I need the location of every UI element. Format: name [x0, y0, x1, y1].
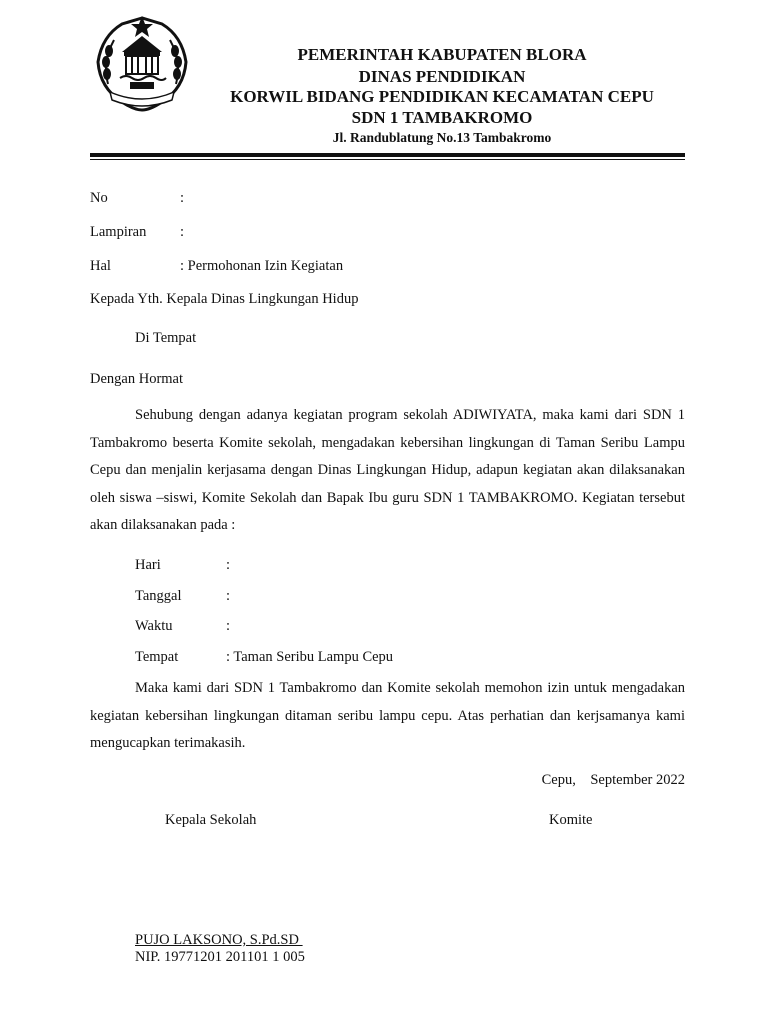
- hal-label: Hal: [90, 258, 111, 274]
- recipient-line: Kepada Yth. Kepala Dinas Lingkungan Hidup: [90, 291, 359, 307]
- waktu-label: Waktu: [135, 618, 173, 634]
- regency-emblem-logo: [92, 14, 192, 112]
- body-paragraph-closing: Maka kami dari SDN 1 Tambakromo dan Komite sekolah memohon izin untuk mengadakan kegiatan kebersihan lingkungan ditaman seribu lampu cepu. Atas perhatian dan kerjsamanya kami mengucapkan terimakasih.: [90, 680, 685, 751]
- signature-title-committee: Komite: [549, 812, 593, 828]
- letterhead-divider-thin: [90, 159, 685, 160]
- tanggal-label: Tanggal: [135, 588, 182, 604]
- lampiran-label: Lampiran: [90, 224, 147, 240]
- tanggal-value: :: [226, 588, 231, 604]
- waktu-value: :: [226, 618, 231, 634]
- hari-label: Hari: [135, 557, 161, 573]
- letterhead-line-government: PEMERINTAH KABUPATEN BLORA: [297, 45, 587, 64]
- hari-value: :: [226, 557, 231, 573]
- date-line: Cepu, September 2022: [541, 772, 685, 788]
- letterhead-line-school: SDN 1 TAMBAKROMO: [351, 108, 533, 127]
- lampiran-value: :: [180, 224, 185, 240]
- no-label: No: [90, 190, 108, 206]
- signature-title-principal: Kepala Sekolah: [165, 812, 257, 828]
- letterhead-line-department: DINAS PENDIDIKAN: [358, 67, 526, 86]
- body-paragraph-intro: Sehubung dengan adanya kegiatan program sekolah ADIWIYATA, maka kami dari SDN 1 Tambakromo beserta Komite sekolah, mengadakan kebersihan lingkungan di Taman Seribu Lampu Cepu dan menjalin kerjasama dengan Dinas Lingkungan Hidup, adapun kegiatan akan dilaksanakan oleh siswa –siswi, Komite Sekolah dan Bapak Ibu guru SDN 1 TAMBAKROMO. Kegiatan tersebut akan dilaksanakan pada :: [90, 407, 685, 533]
- tempat-label: Tempat: [135, 649, 179, 665]
- no-value: :: [180, 190, 185, 206]
- letterhead-address: Jl. Randublatung No.13 Tambakromo: [332, 130, 552, 145]
- tempat-value: : Taman Seribu Lampu Cepu: [226, 649, 394, 665]
- hal-value: : Permohonan Izin Kegiatan: [180, 258, 344, 274]
- greeting-line: Dengan Hormat: [90, 371, 184, 387]
- letterhead-line-korwil: KORWIL BIDANG PENDIDIKAN KECAMATAN CEPU: [230, 87, 654, 106]
- letterhead-divider-thick: [90, 153, 685, 157]
- principal-nip: NIP. 19771201 201101 1 005: [135, 949, 305, 965]
- principal-name: PUJO LAKSONO, S.Pd.SD: [135, 932, 303, 948]
- place-line: Di Tempat: [135, 330, 197, 346]
